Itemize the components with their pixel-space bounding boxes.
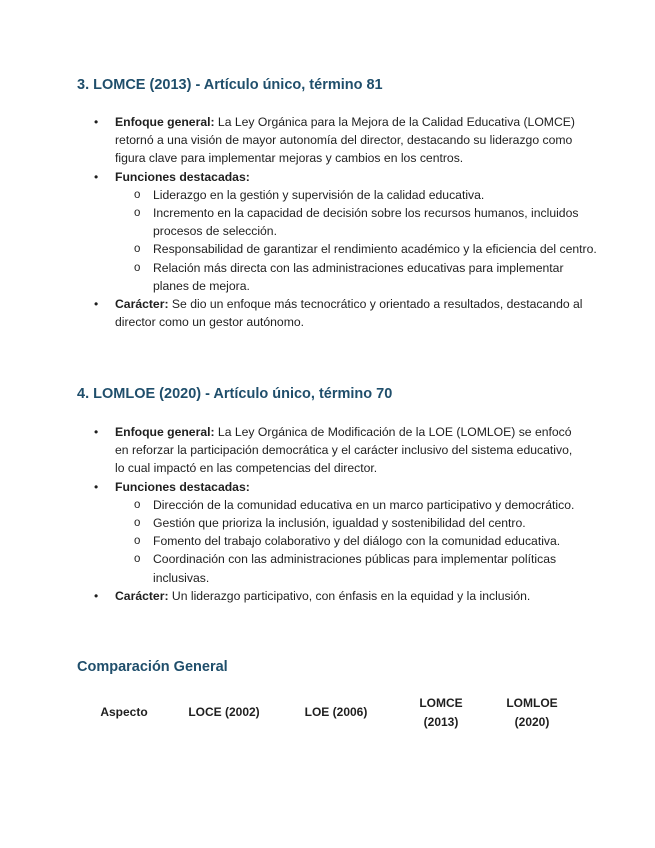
- sub-bullet-glyph: o: [134, 535, 141, 548]
- sub-item-text: Incremento en la capacidad de decisión sobre los recursos humanos, incluidos procesos de selección.: [153, 206, 579, 239]
- sub-list-item: [115, 496, 597, 514]
- sub-list-item: [115, 240, 597, 258]
- column-header-loe: LOE (2006): [304, 705, 368, 719]
- sub-list-item: [115, 550, 597, 586]
- item-label: Carácter:: [115, 297, 169, 312]
- comparison-heading: Comparación General: [77, 659, 228, 675]
- list-item-funciones-destacadas: [0, 168, 655, 295]
- item-label: Funciones destacadas:: [115, 479, 250, 494]
- sub-bullet-glyph: o: [134, 498, 141, 511]
- column-header-aspecto: Aspecto: [100, 705, 148, 719]
- lomloe-list: [0, 423, 655, 605]
- section-heading-lomce: 3. LOMCE (2013) - Artículo único, término 81: [77, 77, 383, 93]
- list-item-enfoque-general: [0, 113, 655, 168]
- sub-item-text: Dirección de la comunidad educativa en un marco participativo y democrático.: [153, 497, 575, 512]
- item-text: Un liderazgo participativo, con énfasis en la equidad y la inclusión.: [168, 588, 531, 603]
- item-label: Enfoque general:: [115, 115, 215, 129]
- sub-bullet-glyph: o: [134, 517, 141, 530]
- column-header-loce: LOCE (2002): [188, 705, 260, 719]
- sub-list-item: [115, 532, 597, 550]
- sub-list-item: [115, 204, 597, 240]
- sub-item-text: Coordinación con las administraciones públicas para implementar políticas inclusivas.: [153, 552, 557, 585]
- item-label: Funciones destacadas:: [115, 169, 250, 184]
- lomce-list: [0, 113, 655, 331]
- list-item-enfoque-general: [0, 423, 655, 478]
- sub-item-text: Fomento del trabajo colaborativo y del diálogo con la comunidad educativa.: [153, 534, 561, 549]
- item-label: Enfoque general:: [115, 425, 215, 439]
- bullet-glyph: •: [94, 425, 99, 439]
- item-text: Se dio un enfoque más tecnocrático y orientado a resultados, destacando al director como un gestor autónomo.: [115, 297, 583, 330]
- sub-list-item: [115, 514, 597, 532]
- item-text: La Ley Orgánica para la Mejora de la Calidad Educativa (LOMCE) retornó a una visión de mayor autonomía del director, destacando su liderazgo como figura clave para implementar mejoras y cambios en los centros.: [115, 115, 575, 166]
- sub-item-text: Responsabilidad de garantizar el rendimiento académico y la eficiencia del centro.: [153, 242, 597, 257]
- item-label: Carácter:: [115, 588, 169, 603]
- column-header-lomloe: LOMLOE (2020): [506, 696, 558, 729]
- funciones-sublist: [115, 496, 585, 587]
- sub-item-text: Relación más directa con las administraciones educativas para implementar planes de mejora.: [153, 260, 564, 293]
- bullet-glyph: •: [94, 297, 99, 312]
- sub-item-text: Gestión que prioriza la inclusión, igualdad y sostenibilidad del centro.: [153, 516, 526, 531]
- sub-item-text: Liderazgo en la gestión y supervisión de la calidad educativa.: [153, 187, 485, 202]
- sub-list-item: [115, 259, 597, 295]
- bullet-glyph: •: [94, 169, 99, 184]
- sub-bullet-glyph: o: [134, 188, 141, 201]
- funciones-sublist: [115, 186, 597, 295]
- sub-bullet-glyph: o: [134, 207, 141, 220]
- column-header-lomce: LOMCE (2013): [419, 696, 463, 729]
- list-item-caracter: [0, 295, 655, 331]
- sub-bullet-glyph: o: [134, 243, 141, 256]
- bullet-glyph: •: [94, 588, 99, 603]
- sub-bullet-glyph: o: [134, 261, 141, 274]
- item-text: La Ley Orgánica de Modificación de la LOE (LOMLOE) se enfocó en reforzar la participación democrática y el carácter inclusivo del sistema educativo, lo cual impactó en las competencias del director.: [115, 425, 573, 476]
- sub-bullet-glyph: o: [134, 553, 141, 566]
- list-item-caracter: [0, 587, 655, 605]
- list-item-funciones-destacadas: [0, 478, 655, 587]
- bullet-glyph: •: [94, 479, 99, 494]
- comparison-table-header: [0, 694, 655, 734]
- bullet-glyph: •: [94, 115, 99, 129]
- section-heading-lomloe: 4. LOMLOE (2020) - Artículo único, término 70: [77, 386, 393, 402]
- sub-list-item: [115, 186, 597, 204]
